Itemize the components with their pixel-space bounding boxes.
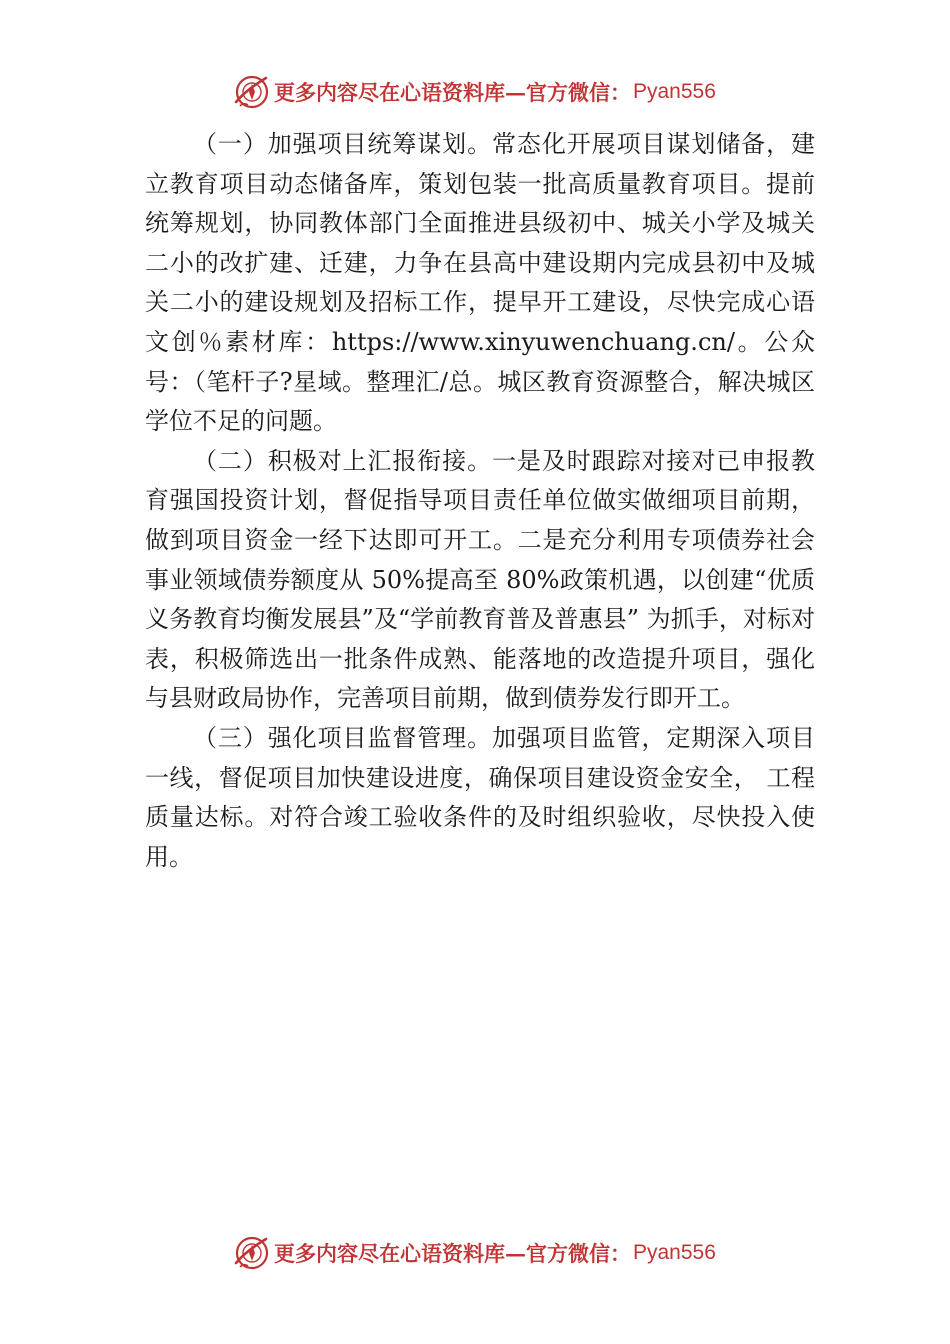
logo-icon <box>232 72 272 112</box>
logo-icon <box>232 1233 272 1273</box>
paragraph-3: （三）强化项目监督管理。加强项目监管，定期深入项目一线，督促项目加快建设进度，确保项目建设资金安全， 工程质量达标。对符合竣工验收条件的及时组织验收，尽快投入使用。 <box>145 723 815 871</box>
document-body <box>145 125 815 877</box>
paragraph-2: （二）积极对上汇报衔接。一是及时跟踪对接对已申报教育强国投资计划，督促指导项目责任单位做实做细项目前期，做到项目资金一经下达即可开工。二是充分利用专项债券社会事业领域债券额度从 50%提高至 80%政策机遇，以创建“优质义务教育均衡发展县”及“学前教育普及普惠县” 为抓手，对标对表，积极筛选出一批条件成熟、能落地的改造提升项目，强化与县财政局协作，完善项目前期，做到债券发行即开工。 <box>145 446 815 713</box>
header-banner-wechat-id: Pyan556 <box>633 80 716 103</box>
paragraph-1: （一）加强项目统筹谋划。常态化开展项目谋划储备，建立教育项目动态储备库，策划包装一批高质量教育项目。提前统筹规划，协同教体部门全面推进县级初中、城关小学及城关二小的改扩建、迁建，力争在县高中建设期内完成县初中及城关二小的建设规划及招标工作，提早开工建设，尽快完成心语文创％素材库：https://www.xinyuwenchuang.cn/。公众号：（笔杆子?星域。整理汇/总。城区教育资源整合，解决城区学位不足的问题。 <box>145 130 815 436</box>
footer-banner-wechat-id: Pyan556 <box>633 1241 716 1264</box>
header-banner <box>232 72 716 112</box>
header-banner-text: 更多内容尽在心语资料库—官方微信： <box>274 80 631 105</box>
footer-banner <box>232 1233 716 1273</box>
footer-banner-text: 更多内容尽在心语资料库—官方微信： <box>274 1241 631 1266</box>
